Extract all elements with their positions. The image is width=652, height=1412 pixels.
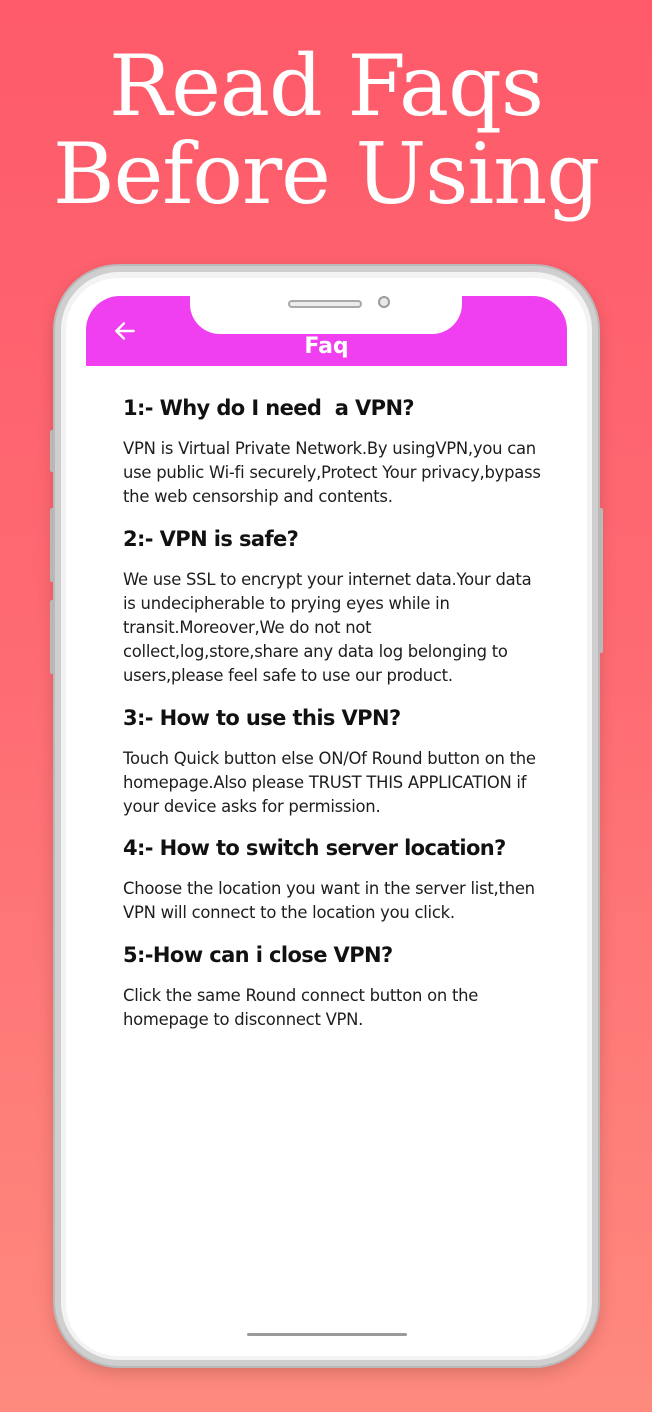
faq-question: 5:-How can i close VPN?: [123, 942, 393, 967]
faq-item: [123, 832, 543, 925]
speaker-grille: [288, 300, 362, 308]
faq-question: 2:- VPN is safe?: [123, 526, 299, 551]
home-indicator[interactable]: [247, 1333, 407, 1336]
faq-answer: Click the same Round connect button on the homepage to disconnect VPN.: [123, 985, 479, 1029]
phone-screen: [66, 278, 587, 1356]
promo-headline: [0, 37, 652, 223]
faq-answer: Touch Quick button else ON/Of Round button on the homepage.Also please TRUST THIS APPLICATION if your device asks for permission.: [123, 748, 536, 817]
phone-power-button: [598, 508, 603, 653]
faq-item: [123, 392, 543, 510]
faq-question: 1:- Why do I need a VPN?: [123, 396, 415, 420]
faq-item: [123, 939, 543, 1032]
promo-headline-line-2: Before Using: [52, 125, 600, 223]
promo-headline-line-1: Read Faqs: [108, 37, 544, 135]
front-camera: [378, 296, 390, 308]
app-bar-title: Faq: [304, 334, 349, 359]
faq-question: 3:- How to use this VPN?: [123, 705, 401, 730]
faq-list: [123, 392, 543, 1045]
faq-item: [123, 702, 543, 820]
faq-answer: We use SSL to encrypt your internet data.Your data is undecipherable to prying eyes while in transit.Moreover,We do not not collect,log,store,share any data log belonging to users,please feel safe to use our product.: [123, 569, 532, 686]
faq-item: [123, 523, 543, 689]
faq-answer: VPN is Virtual Private Network.By usingVPN,you can use public Wi-fi securely,Protect Your privacy,bypass the web censorship and contents.: [123, 439, 541, 507]
phone-notch: [190, 278, 462, 334]
faq-question: 4:- How to switch server location?: [123, 836, 506, 861]
faq-answer: Choose the location you want in the server list,then VPN will connect to the location you click.: [123, 879, 535, 923]
